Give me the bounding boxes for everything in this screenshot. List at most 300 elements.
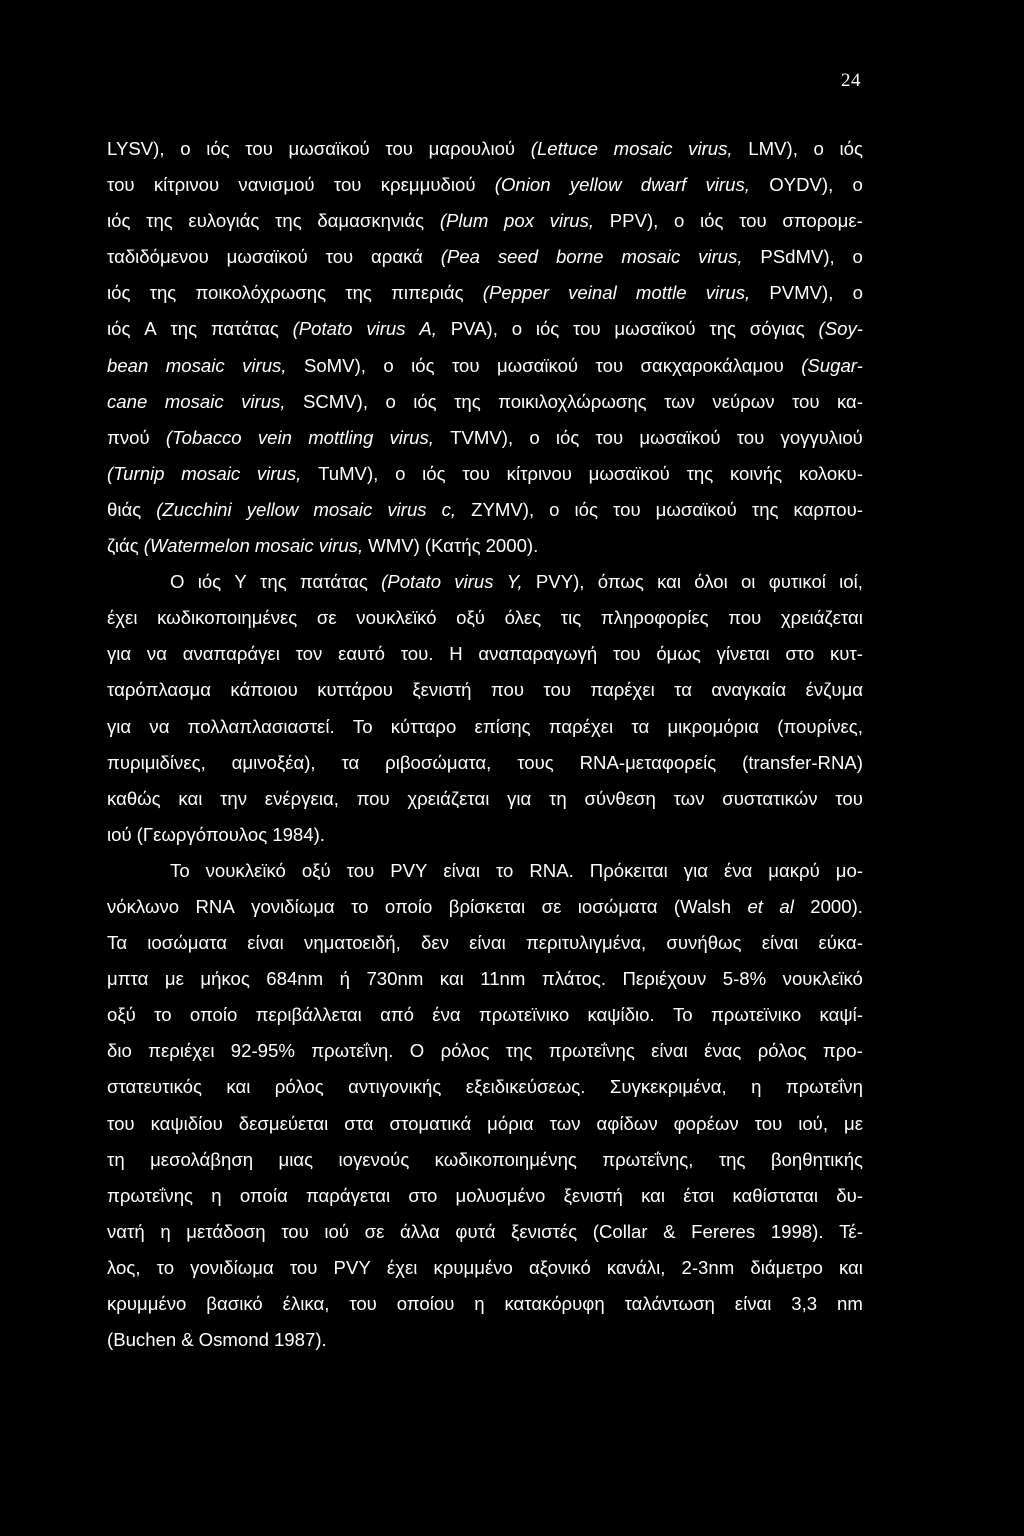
text-line: [107, 203, 863, 239]
text-line: [107, 1142, 863, 1178]
word: (Zucchini: [156, 498, 232, 520]
word: σε: [364, 1220, 385, 1242]
word: βρίσκεται: [448, 895, 526, 917]
text-line: [107, 564, 863, 600]
word: το: [156, 1256, 175, 1278]
word: PVA),: [450, 318, 498, 340]
word: νανισμού: [238, 174, 315, 196]
word: WMV): [368, 535, 420, 557]
word: αφίδων: [596, 1112, 658, 1134]
word: μιας: [278, 1148, 314, 1170]
word: δαμασκηνιάς: [317, 210, 425, 232]
word: 1987).: [273, 1329, 327, 1351]
word: virus,: [705, 174, 750, 196]
word: (Plum: [439, 210, 489, 232]
word: ο: [511, 318, 523, 340]
word: πυριμιδίνες,: [107, 751, 206, 773]
word: ιογενούς: [338, 1148, 410, 1170]
word: είναι: [651, 1040, 688, 1062]
word: ενέργεια,: [264, 787, 339, 809]
word: Τα: [107, 932, 128, 954]
word: τον: [295, 643, 323, 665]
word: της: [345, 282, 372, 304]
word: του: [451, 354, 480, 376]
word: είναι: [443, 859, 480, 881]
word: το: [495, 859, 514, 881]
word: Fereres: [691, 1220, 756, 1242]
word: νουκλεϊκό: [205, 859, 286, 881]
word: (Buchen: [107, 1329, 177, 1351]
word: (Lettuce: [530, 138, 598, 159]
word: RNA: [195, 895, 235, 917]
word: το: [154, 1004, 172, 1026]
word: καψιδίου: [150, 1112, 223, 1134]
word: καρπου-: [793, 498, 863, 520]
word: συνήθως: [666, 932, 742, 954]
word: σε: [541, 895, 562, 917]
word: virus,: [256, 462, 302, 484]
word: bean: [107, 354, 149, 376]
word: μόρια: [487, 1112, 534, 1134]
word: στο: [408, 1184, 438, 1206]
word: του: [543, 679, 571, 701]
word: του: [107, 1112, 135, 1134]
word: ιού,: [798, 1112, 829, 1134]
word: τη: [107, 1148, 125, 1170]
word: του: [289, 1256, 318, 1278]
word: (Γεωργόπουλος: [136, 823, 268, 845]
word: μήκος: [200, 968, 250, 990]
word: οξύ: [301, 859, 331, 881]
word: ένα: [723, 859, 753, 881]
word: virus,: [688, 138, 733, 159]
word: συστατικών: [722, 787, 818, 809]
word: (Collar: [592, 1220, 648, 1242]
word: RNA.: [529, 859, 574, 881]
word: μακρύ: [768, 859, 820, 881]
word: ο: [385, 390, 396, 412]
word: ή: [339, 968, 350, 990]
word: λος,: [107, 1256, 141, 1278]
word: Osmond: [198, 1329, 269, 1351]
word: πατάτας: [299, 571, 368, 593]
word: ιός: [411, 354, 435, 376]
word: PVY: [333, 1256, 371, 1278]
word: βοηθητικής: [770, 1148, 863, 1170]
word: στα: [344, 1112, 374, 1134]
word: σπορομε-: [782, 210, 863, 232]
word: του: [462, 462, 490, 484]
word: η: [474, 1293, 485, 1314]
word: et: [747, 895, 763, 917]
word: κολοκυ-: [798, 462, 863, 484]
word: μωσαϊκού: [288, 138, 370, 159]
word: κοινής: [729, 462, 783, 484]
word: όλες: [504, 607, 542, 629]
word: mosaic: [181, 462, 241, 484]
word: al: [779, 895, 794, 917]
word: και: [439, 968, 464, 990]
word: που: [728, 607, 762, 629]
word: nm: [837, 1293, 863, 1314]
word: διο: [107, 1040, 132, 1062]
word: virus,: [318, 535, 364, 557]
text-line: [107, 420, 863, 456]
word: πρωτεϊνικο: [710, 1004, 802, 1026]
word: μωσαϊκού: [655, 498, 737, 520]
word: το: [351, 895, 369, 917]
word: RNA-μεταφορείς: [579, 751, 717, 773]
word: ο: [813, 138, 824, 159]
word: (πουρίνες,: [777, 715, 863, 737]
word: με: [843, 1112, 863, 1134]
word: ταρόπλασμα: [107, 679, 212, 701]
word: (transfer-RNA): [742, 751, 863, 773]
text-line: [107, 275, 863, 311]
word: δεν: [421, 932, 449, 954]
word: cane: [107, 390, 148, 412]
word: κάποιου: [230, 679, 298, 701]
word: μωσαϊκού: [639, 426, 721, 448]
word: ιός: [422, 462, 446, 484]
word: αναγκαία: [711, 679, 787, 701]
word: όμως: [656, 643, 701, 665]
word: virus: [387, 498, 427, 520]
word: κυττάρου: [317, 679, 393, 701]
word: LYSV),: [107, 138, 165, 159]
word: νατή: [107, 1220, 145, 1242]
word: έλικα,: [282, 1293, 330, 1314]
word: μικρομόρια: [667, 715, 760, 737]
word: έχει: [107, 607, 138, 629]
word: ζιάς: [107, 535, 139, 557]
word: ευλογιάς: [188, 210, 260, 232]
word: κωδικοποιημένης: [434, 1148, 577, 1170]
word: του: [736, 426, 765, 448]
word: virus: [454, 571, 494, 593]
word: PVY),: [535, 571, 585, 593]
word: πρωτεΐνης: [107, 1184, 194, 1206]
word: 2000).: [485, 535, 539, 557]
word: virus,: [242, 354, 287, 376]
word: κρυμμένο: [107, 1293, 187, 1314]
word: ο: [180, 138, 191, 159]
word: του: [613, 498, 641, 520]
word: πιπεριάς: [391, 282, 464, 304]
word: mosaic: [254, 535, 314, 557]
word: ρόλος: [757, 1040, 807, 1062]
word: 1984).: [272, 823, 325, 845]
text-line: [107, 997, 863, 1033]
word: ιοσώματα: [577, 895, 658, 917]
word: κίτρινου: [506, 462, 572, 484]
word: και: [838, 1256, 863, 1278]
word: ποικολόχρωσης: [195, 282, 327, 304]
word: κανάλι,: [606, 1256, 666, 1278]
word: 2000).: [810, 895, 863, 917]
word: του: [573, 318, 601, 340]
word: mosaic: [165, 354, 225, 376]
word: γονιδίωμα: [190, 1256, 274, 1278]
word: της: [146, 210, 173, 232]
text-line: [107, 348, 863, 384]
word: όλοι: [694, 571, 728, 593]
word: του: [835, 787, 863, 809]
word: αρακά: [371, 246, 423, 268]
page-number: 24: [841, 70, 861, 91]
word: μωσαϊκού: [226, 246, 308, 268]
word: 684nm: [266, 968, 324, 990]
word: αμινοξέα),: [231, 751, 316, 773]
word: ιός: [574, 498, 598, 520]
word: παρέχει: [590, 679, 655, 701]
word: νηματοειδή,: [304, 932, 401, 954]
word: νουκλεϊκό: [782, 968, 863, 990]
word: πληροφορίες: [600, 607, 709, 629]
word: Το: [170, 859, 190, 881]
text-line: [107, 1286, 863, 1322]
text-line: [107, 745, 863, 781]
word: mottling: [308, 426, 374, 448]
word: Το: [352, 715, 373, 737]
text-line: [107, 456, 863, 492]
word: virus,: [698, 246, 743, 268]
word: μετάδοση: [186, 1220, 266, 1242]
word: (Watermelon: [143, 535, 250, 557]
word: γογγυλιού: [780, 426, 863, 448]
word: ο: [383, 354, 394, 376]
word: θιάς: [107, 498, 142, 520]
word: πρωτεΐνης,: [602, 1148, 694, 1170]
word: (Tobacco: [165, 426, 242, 448]
word: PSdMV),: [760, 246, 835, 268]
word: PVY: [390, 859, 428, 881]
word: (Pepper: [482, 282, 549, 304]
word: ιού: [107, 823, 132, 845]
text-line: [107, 961, 863, 997]
word: ο: [674, 210, 685, 232]
word: δυ-: [836, 1184, 863, 1206]
word: σακχαροκάλαμου: [640, 354, 784, 376]
word: ιός: [535, 318, 560, 340]
word: αντιγονικής: [348, 1076, 442, 1098]
word: πνού: [107, 426, 150, 448]
word: τους: [517, 751, 554, 773]
word: τα: [674, 679, 692, 701]
text-line: [107, 311, 863, 347]
word: της: [709, 318, 737, 340]
word: έχει: [386, 1256, 418, 1278]
text-line: [107, 1033, 863, 1069]
word: προ-: [822, 1040, 863, 1062]
word: κυτ-: [829, 643, 863, 665]
word: εύκα-: [818, 932, 863, 954]
word: ο: [852, 174, 863, 196]
word: κρεμμυδιού: [380, 174, 476, 196]
word: κύτταρο: [390, 715, 457, 737]
word: του: [346, 859, 375, 881]
word: (Onion: [494, 174, 551, 196]
word: άλλα: [399, 1220, 440, 1242]
word: 1998).: [770, 1220, 824, 1242]
word: νουκλεϊκό: [356, 607, 437, 629]
word: καθώς: [107, 787, 161, 809]
word: του.: [400, 643, 434, 665]
word: πατάτας: [210, 318, 279, 340]
word: yellow: [246, 498, 299, 520]
word: του: [739, 210, 767, 232]
word: της: [170, 318, 198, 340]
word: χρειάζεται: [780, 607, 863, 629]
word: PVMV),: [769, 282, 834, 304]
word: του: [333, 174, 362, 196]
text-line: [107, 709, 863, 745]
word: γονιδίωμα: [251, 895, 335, 917]
word: mosaic: [164, 390, 224, 412]
word: από: [380, 1004, 414, 1026]
word: PPV),: [609, 210, 659, 232]
word: mosaic: [313, 498, 373, 520]
word: ιός: [107, 318, 131, 340]
word: της: [505, 1040, 533, 1062]
word: 11nm: [480, 968, 526, 990]
word: Ο: [170, 571, 185, 593]
word: η: [211, 1184, 222, 1206]
word: σε: [316, 607, 337, 629]
word: pox: [504, 210, 535, 232]
word: TVMV),: [450, 426, 514, 448]
word: ο: [529, 426, 540, 448]
word: για: [683, 859, 708, 881]
word: της: [686, 462, 714, 484]
word: καψίδιο.: [587, 1004, 655, 1026]
word: ξενιστή: [563, 1184, 623, 1206]
word: μωσαϊκού: [588, 462, 670, 484]
word: (Turnip: [107, 462, 165, 484]
word: 92-95%: [230, 1040, 295, 1062]
word: όπως: [597, 571, 644, 593]
word: εαυτό: [338, 643, 385, 665]
word: virus,: [549, 210, 595, 232]
word: ριβοσώματα,: [385, 751, 492, 773]
word: γίνεται: [716, 643, 770, 665]
word: ιός: [107, 282, 131, 304]
word: μπτα: [107, 968, 149, 990]
text-line: [107, 167, 863, 203]
word: του: [385, 138, 413, 159]
word: Πρόκειται: [589, 859, 668, 881]
word: μωσαϊκού: [496, 354, 579, 376]
word: και: [641, 1184, 666, 1206]
word: να: [146, 643, 167, 665]
word: ιός: [555, 426, 580, 448]
word: Συγκεκριμένα,: [609, 1076, 727, 1098]
word: 2-3nm: [681, 1256, 735, 1278]
word: ZYMV),: [471, 498, 535, 520]
word: του: [349, 1293, 377, 1314]
word: της: [454, 390, 481, 412]
word: περιτυλιγμένα,: [525, 932, 647, 954]
word: η: [751, 1076, 762, 1098]
word: ξενιστή: [412, 679, 472, 701]
word: ο: [549, 498, 560, 520]
word: οποίο: [189, 1004, 238, 1026]
word: κατακόρυφη: [504, 1293, 605, 1314]
word: (Soy-: [818, 318, 863, 340]
word: veinal: [568, 282, 617, 304]
word: Υ: [234, 571, 247, 593]
word: για: [107, 643, 132, 665]
word: μωσαϊκού: [614, 318, 696, 340]
word: του: [595, 426, 624, 448]
word: Το: [672, 1004, 693, 1026]
word: την: [220, 787, 248, 809]
word: SoMV),: [303, 354, 366, 376]
text-line: [107, 636, 863, 672]
word: vein: [257, 426, 292, 448]
word: αξονικό: [529, 1256, 591, 1278]
word: η: [160, 1220, 171, 1242]
word: ποικιλοχλώρωσης: [498, 390, 647, 412]
word: ξενιστές: [511, 1220, 578, 1242]
word: βασικό: [206, 1293, 263, 1314]
text-line: [107, 925, 863, 961]
word: είναι: [761, 932, 799, 954]
body-text: [107, 131, 863, 1358]
word: έτσι: [683, 1184, 715, 1206]
word: Ο: [409, 1040, 425, 1062]
word: πολλαπλασιαστεί.: [187, 715, 335, 737]
word: τις: [560, 607, 582, 629]
word: μο-: [835, 859, 863, 881]
word: του: [107, 174, 135, 196]
word: στατευτικός: [107, 1076, 202, 1098]
word: A,: [419, 318, 437, 340]
word: (Pea: [440, 246, 481, 268]
word: του: [281, 1220, 309, 1242]
word: που: [490, 679, 524, 701]
word: του: [613, 643, 641, 665]
word: μολυσμένο: [455, 1184, 546, 1206]
word: virus,: [389, 426, 434, 448]
word: 730nm: [366, 968, 424, 990]
word: εξειδικεύσεως.: [465, 1076, 586, 1098]
word: περιβάλλεται: [255, 1004, 362, 1026]
word: των: [549, 1112, 581, 1134]
word: ιός: [839, 138, 863, 159]
word: πλάτος.: [541, 968, 607, 990]
word: σόγιας: [749, 318, 805, 340]
word: της: [260, 571, 287, 593]
word: SCMV),: [302, 390, 369, 412]
word: κωδικοποιημένες: [157, 607, 298, 629]
word: του: [754, 1112, 783, 1134]
text-line: [107, 781, 863, 817]
word: ρόλος: [274, 1076, 324, 1098]
word: στο: [785, 643, 815, 665]
word: κα-: [836, 390, 863, 412]
word: που: [356, 787, 390, 809]
word: LMV),: [748, 138, 798, 159]
word: οι: [740, 571, 756, 593]
word: Τέ-: [839, 1220, 863, 1242]
word: καθίσταται: [732, 1184, 819, 1206]
word: δεσμεύεται: [238, 1112, 329, 1134]
word: Η: [449, 643, 463, 665]
word: οξύ: [107, 1004, 136, 1026]
text-line: [107, 672, 863, 708]
word: 5-8%: [722, 968, 767, 990]
